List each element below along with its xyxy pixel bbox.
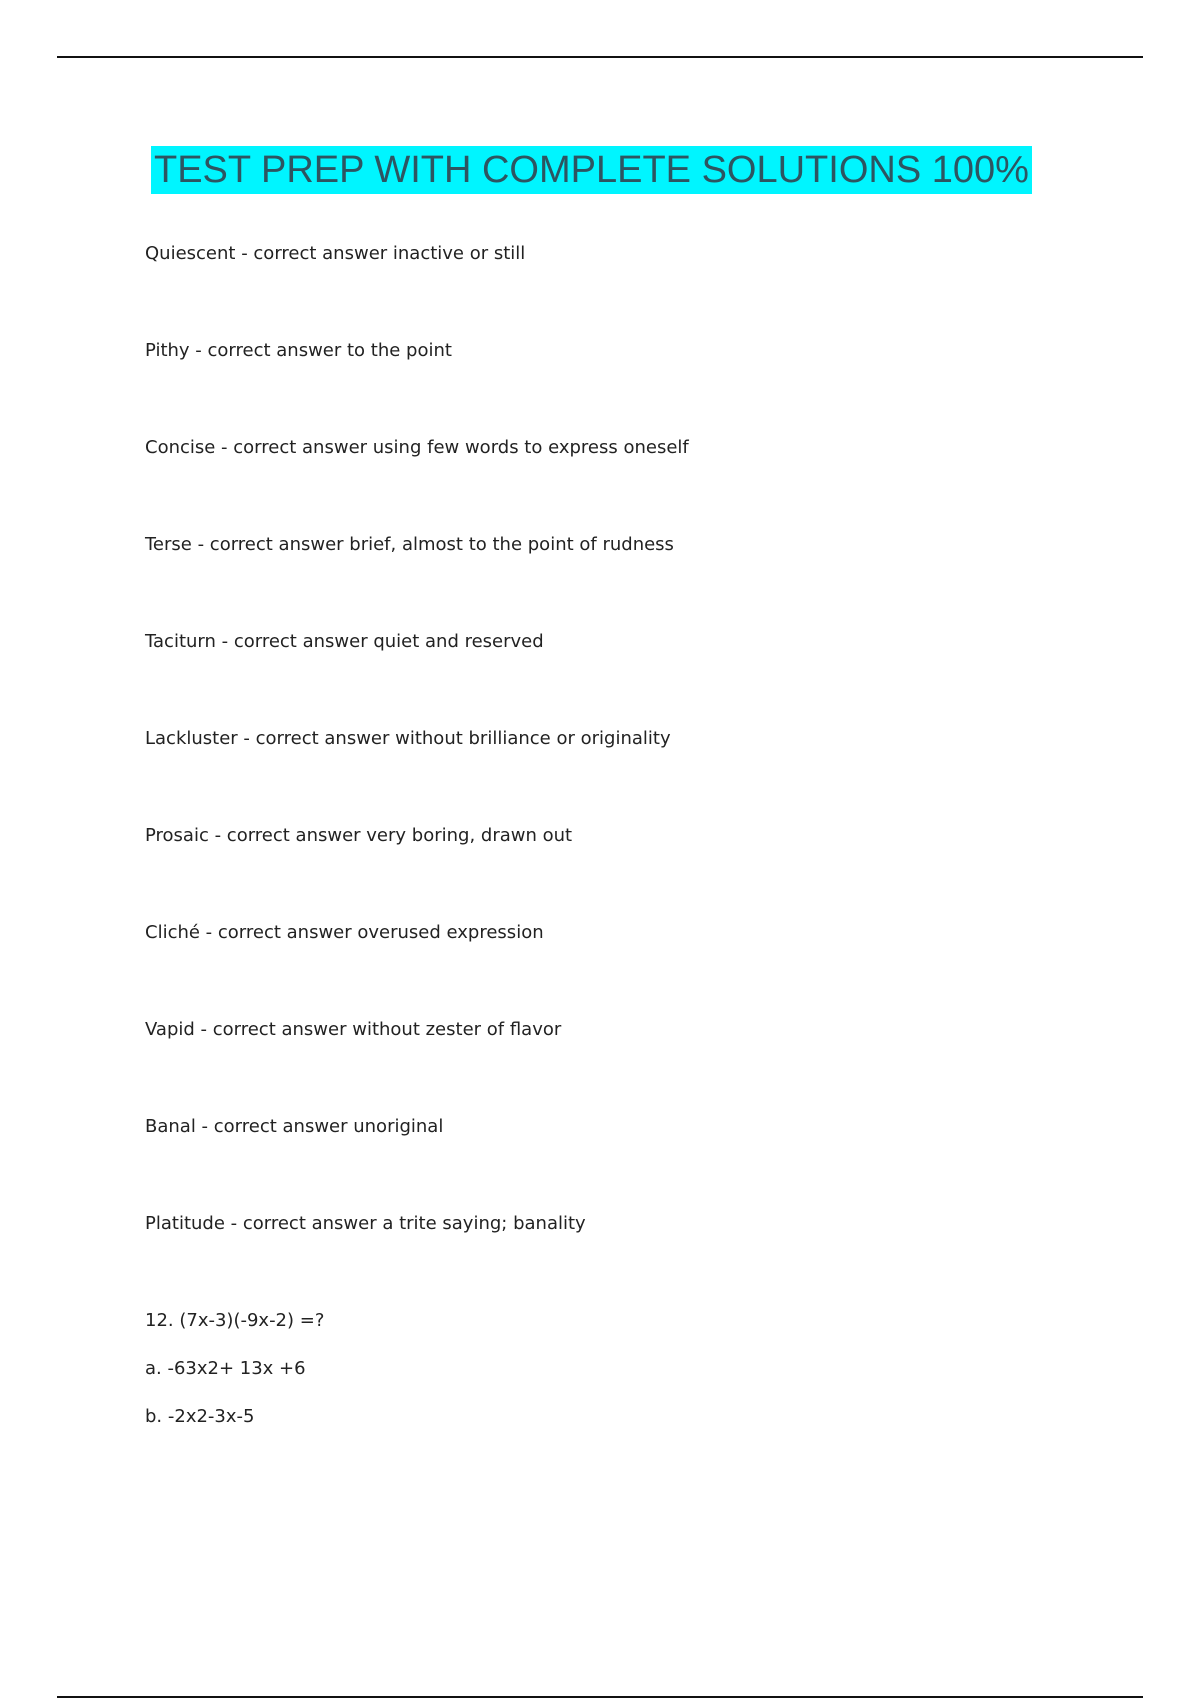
entry-terse: Terse - correct answer brief, almost to the point of rudness (145, 534, 674, 555)
entry-prosaic: Prosaic - correct answer very boring, drawn out (145, 825, 573, 846)
entry-lackluster: Lackluster - correct answer without brilliance or originality (145, 728, 671, 749)
entry-taciturn: Taciturn - correct answer quiet and reserved (145, 631, 544, 652)
page-title: TEST PREP WITH COMPLETE SOLUTIONS 100% (151, 146, 1032, 194)
entry-platitude: Platitude - correct answer a trite saying; banality (145, 1213, 586, 1234)
entry-pithy: Pithy - correct answer to the point (145, 340, 452, 361)
top-rule (57, 56, 1143, 58)
entry-quiescent: Quiescent - correct answer inactive or still (145, 243, 526, 264)
bottom-rule (57, 1696, 1143, 1698)
question-prompt: 12. (7x-3)(-9x-2) =? (145, 1310, 325, 1331)
question-option-b: b. -2x2-3x-5 (145, 1406, 255, 1427)
question-option-a: a. -63x2+ 13x +6 (145, 1358, 306, 1379)
entry-banal: Banal - correct answer unoriginal (145, 1116, 444, 1137)
entry-vapid: Vapid - correct answer without zester of flavor (145, 1019, 562, 1040)
entry-cliche: Cliché - correct answer overused expression (145, 922, 544, 943)
entry-concise: Concise - correct answer using few words to express oneself (145, 437, 689, 458)
